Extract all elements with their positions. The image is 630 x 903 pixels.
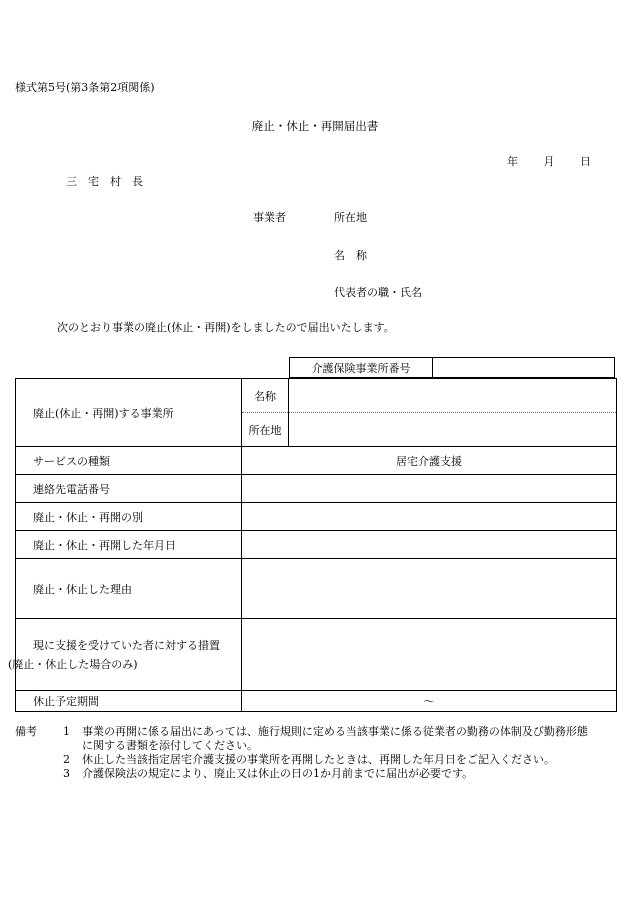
date-field[interactable] — [242, 531, 617, 559]
date-line — [507, 156, 591, 167]
date-year: 年 — [507, 155, 518, 168]
note-1-number: 1 — [63, 725, 70, 738]
notification-table — [8, 378, 617, 712]
category-label: 廃止・休止・再開の別 — [16, 503, 242, 531]
operator-name-label: 名 称 — [334, 249, 367, 262]
note-3-number: 3 — [63, 767, 70, 780]
service-type-value[interactable]: 居宅介護支援 — [242, 447, 617, 475]
suspension-period-label: 休止予定期間 — [16, 691, 242, 712]
form-id: 様式第5号(第3条第2項関係) — [15, 81, 155, 94]
measures-label-line2: (廃止・休止した場合のみ) — [8, 658, 138, 671]
phone-label: 連絡先電話番号 — [16, 475, 242, 503]
measures-field[interactable] — [242, 619, 617, 691]
category-field[interactable] — [242, 503, 617, 531]
office-number-label: 介護保険事業所番号 — [290, 358, 433, 378]
statement-text: 次のとおり事業の廃止(休止・再開)をしましたので届出いたします。 — [57, 321, 395, 334]
document-title: 廃止・休止・再開届出書 — [251, 119, 379, 133]
measures-label-line1: 現に支援を受けていた者に対する措置 — [33, 639, 220, 652]
establishment-name-field[interactable] — [289, 379, 617, 413]
operator-label: 事業者 — [253, 211, 286, 224]
service-type-label: サービスの種類 — [16, 447, 242, 475]
operator-address-label: 所在地 — [334, 211, 367, 224]
suspension-period-field[interactable]: ～ — [242, 691, 617, 712]
establishment-address-field[interactable] — [289, 413, 617, 447]
establishment-label: 廃止(休止・再開)する事業所 — [16, 379, 242, 447]
addressee: 三 宅 村 長 — [66, 175, 143, 188]
office-number-table — [289, 357, 615, 378]
note-2-line1: 休止した当該指定居宅介護支援の事業所を再開したときは、再開した年月日をご記入ください。 — [82, 753, 555, 766]
date-month: 月 — [543, 155, 555, 168]
establishment-name-label: 名称 — [242, 379, 289, 413]
operator-representative-label: 代表者の職・氏名 — [334, 286, 422, 299]
measures-label — [8, 619, 242, 691]
note-2-number: 2 — [63, 753, 70, 766]
note-3-line1: 介護保険法の規定により、廃止又は休止の日の1か月前までに届出が必要です。 — [82, 767, 474, 780]
phone-field[interactable] — [242, 475, 617, 503]
office-number-field[interactable] — [433, 358, 615, 378]
establishment-address-label: 所在地 — [242, 413, 289, 447]
reason-field[interactable] — [242, 559, 617, 619]
date-day: 日 — [580, 155, 591, 168]
date-label: 廃止・休止・再開した年月日 — [16, 531, 242, 559]
reason-label: 廃止・休止した理由 — [16, 559, 242, 619]
note-1-line1: 事業の再開に係る届出にあっては、施行規則に定める当該事業に係る従業者の勤務の体制及び勤務形態 — [82, 725, 588, 738]
notes-title: 備考 — [15, 725, 37, 738]
note-1-line2: に関する書類を添付してください。 — [82, 739, 258, 752]
